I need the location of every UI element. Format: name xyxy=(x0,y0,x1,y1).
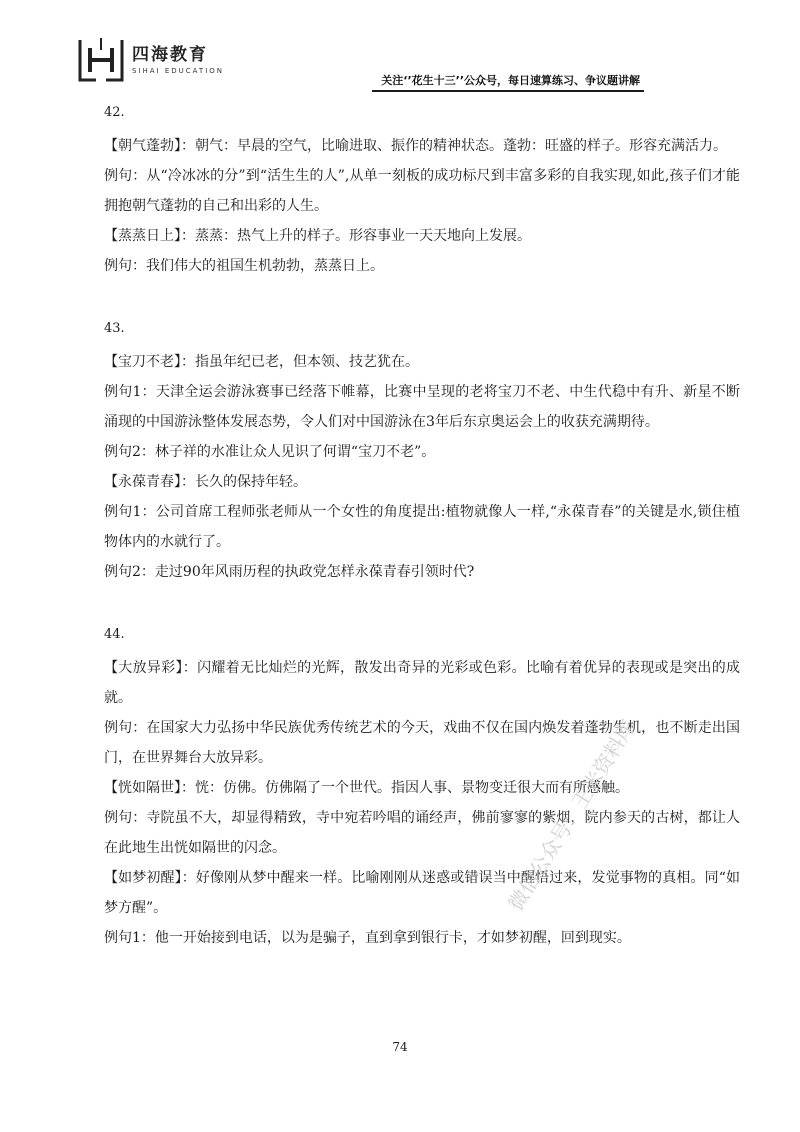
logo-mark-icon xyxy=(76,36,126,84)
paragraph: 例句：寺院虽不大，却显得精致，寺中宛若吟唱的诵经声，佛前寥寥的紫烟，院内参天的古树，都让人在此地生出恍如隔世的闪念。 xyxy=(104,810,740,856)
page-content xyxy=(104,103,740,953)
logo xyxy=(76,36,126,88)
entry-section xyxy=(104,625,740,953)
paragraph: 例句：在国家大力弘扬中华民族优秀传统艺术的今天，戏曲不仅在国内焕发着蓬勃生机，也不断走出国门，在世界舞台大放异彩。 xyxy=(104,720,740,766)
paragraph: 【恍如隔世】：恍：仿佛。仿佛隔了一个世代。指因人事、景物变迁很大而有所感触。 xyxy=(104,780,629,796)
brand-name: 四海教育 xyxy=(132,45,208,65)
paragraph: 【朝气蓬勃】：朝气：早晨的空气，比喻进取、振作的精神状态。蓬勃：旺盛的样子。形容充满活力。 xyxy=(104,138,727,154)
entry-section xyxy=(104,103,740,281)
section-number: 42. xyxy=(104,105,125,120)
brand-text xyxy=(132,40,224,75)
section-gap xyxy=(104,281,740,319)
paragraph: 【宝刀不老】：指虽年纪已老，但本领、技艺犹在。 xyxy=(104,354,419,370)
entry-section xyxy=(104,319,740,587)
page-header xyxy=(0,0,800,95)
paragraph: 例句：从“冷冰冰的分”到“活生生的人”,从单一刻板的成功标尺到丰富多彩的自我实现,如此,孩子们才能拥抱朝气蓬勃的自己和出彩的人生。 xyxy=(104,168,740,214)
paragraph: 例句：我们伟大的祖国生机勃勃，蒸蒸日上。 xyxy=(104,258,384,274)
paragraph: 【永葆青春】：长久的保持年轻。 xyxy=(104,474,307,490)
paragraph: 【大放异彩】：闪耀着无比灿烂的光辉，散发出奇异的光彩或色彩。比喻有着优异的表现或是突出的成就。 xyxy=(104,660,740,706)
section-gap xyxy=(104,587,740,625)
paragraph: 例句2：林子祥的水准让众人见识了何谓“宝刀不老”。 xyxy=(104,444,436,460)
section-number: 44. xyxy=(104,627,125,642)
section-number: 43. xyxy=(104,321,125,336)
header-slogan: 关注‘’花生十三’’公众号，每日速算练习、争议题讲解 xyxy=(381,74,640,87)
header-divider xyxy=(372,90,644,92)
paragraph: 【蒸蒸日上】：蒸蒸：热气上升的样子。形容事业一天天地向上发展。 xyxy=(104,228,531,244)
page-number: 74 xyxy=(392,1040,408,1054)
paragraph: 例句1：公司首席工程师张老师从一个女性的角度提出:植物就像人一样,“永葆青春”的关键是水,锁住植物体内的水就行了。 xyxy=(104,504,740,550)
paragraph: 例句1：天津全运会游泳赛事已经落下帷幕，比赛中呈现的老将宝刀不老、中生代稳中有升、新星不断涌现的中国游泳整体发展态势，令人们对中国游泳在3年后东京奥运会上的收获充满期待。 xyxy=(104,384,740,430)
paragraph: 【如梦初醒】：好像刚从梦中醒来一样。比喻刚刚从迷惑或错误当中醒悟过来，发觉事物的真相。同“如梦方醒”。 xyxy=(104,870,740,916)
paragraph: 例句2：走过90年风雨历程的执政党怎样永葆青春引领时代? xyxy=(104,564,475,580)
paragraph: 例句1：他一开始接到电话，以为是骗子，直到拿到银行卡，才如梦初醒，回到现实。 xyxy=(104,930,631,946)
watermark: 微信公众号：王米资料库 xyxy=(503,715,641,915)
brand-english: SIHAI EDUCATION xyxy=(132,67,225,75)
